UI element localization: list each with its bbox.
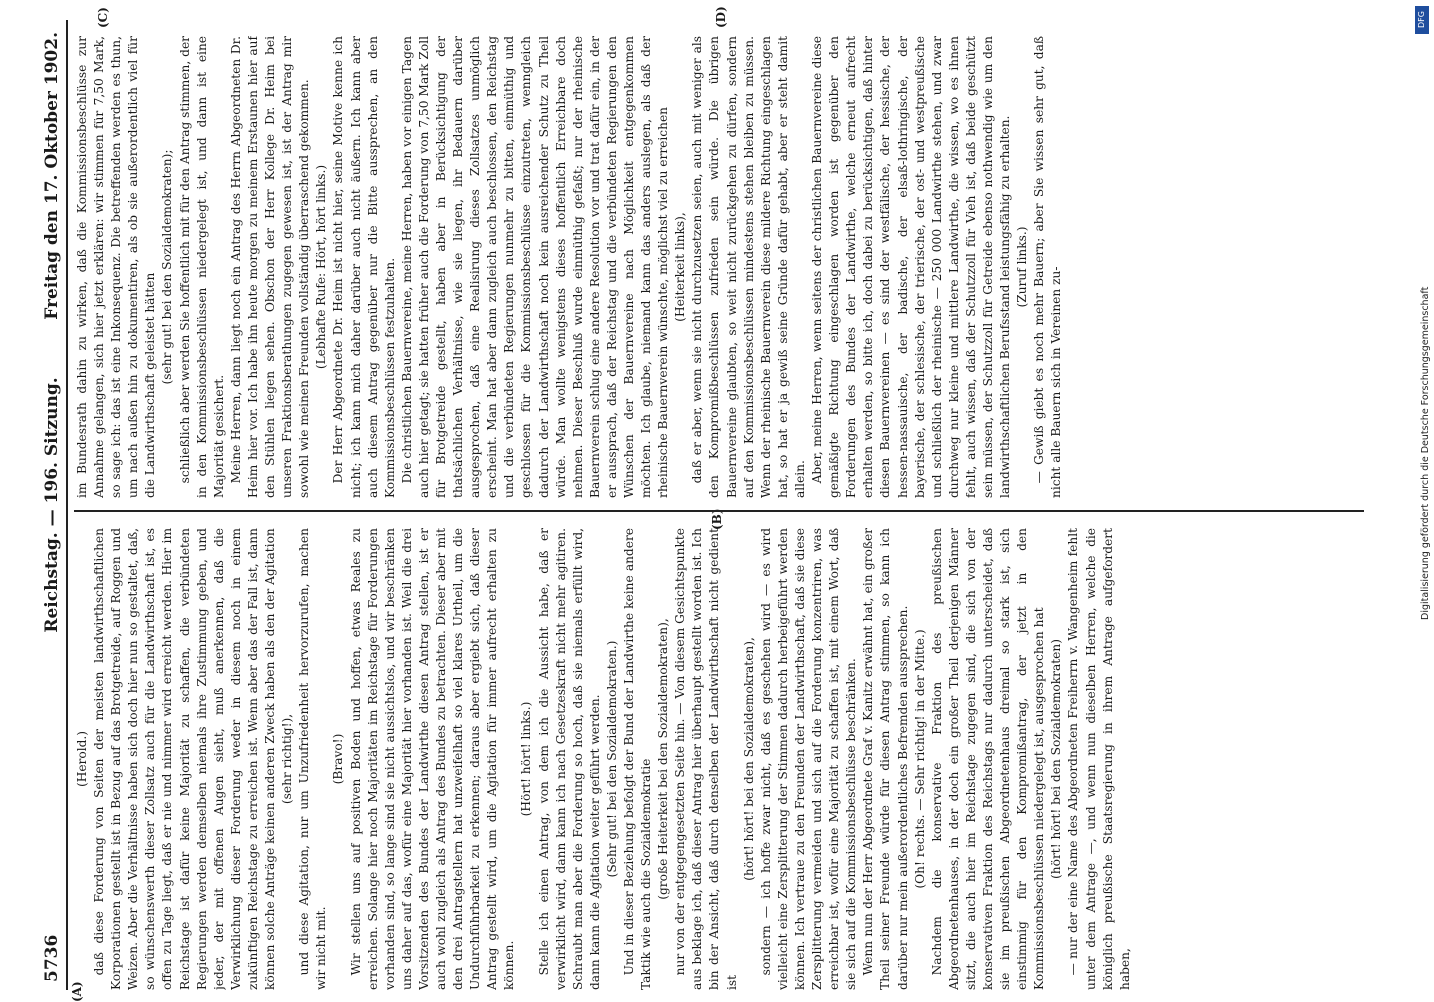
session-date: Freitag den 17. Oktober 1902. (42, 32, 62, 320)
left-column (74, 528, 1364, 990)
paragraph: (Zuruf links.) (1015, 226, 1030, 308)
paragraph: (Herold.) (75, 730, 89, 788)
paragraph: Wir stellen uns auf positiven Boden und hoffen, etwas Reales zu erreichen. Solange hier noch Majoritäten im Reichstage für Forderungen vorhanden sind, so lange sind sie nicht aussichtslos, und wir beschränken uns daher auf das, wofür eine Majorität hier vorhanden ist. Weil die drei Vorsitzenden des Bundes der Landwirthe diesen Antrag stellen, ist er auch wohl zugleich als Antrag des Bundes zu betrachten. Dieser aber mit den drei Antragstellern hat unzweifelhaft so viel klares Urtheil, um die Undurchführbarkeit zu erkennen; daraus aber ergiebt sich, daß dieser Antrag gestellt wird, um die Agitation für immer aufrecht erhalten zu können. (348, 528, 517, 990)
margin-marker-b: (B) (710, 508, 724, 530)
session-title: Reichstag. — 196. Sitzung. (42, 377, 62, 633)
paragraph: sondern — ich hoffe zwar nicht, daß es geschehen wird — es wird vielleicht eine Zersplitterung der Stimmen dadurch herbeigeführt werden können. Ich vertraue zu den Freunden der Landwirthschaft, daß sie diese Zersplitterung vermeiden und sich auf die Forderung konzentriren, was erreichbar ist, wofür eine Majorität zu schaffen ist, mit einem Wort, daß sie sich auf die Kommissionsbeschlüsse beschränken. (758, 528, 859, 990)
paragraph: Wenn nun der Herr Abgeordnete Graf v. Kanitz erwähnt hat, ein großer Theil seiner Freunde würde für diesen Antrag stimmen, so kann ich darüber nur mein außerordentliches Befremden aussprechen. (861, 528, 910, 990)
paragraph: nur von der entgegengesetzten Seite hin. — Von diesem Gesichtspunkte aus beklage ich, daß dieser Antrag hier überhaupt gestellt worden ist. Ich bin der Ansicht, daß durch denselben der Landwirthschaft nicht gedient ist (673, 528, 739, 990)
paragraph: — nur der eine Name des Abgeordneten Freiherrn v. Wangenheim fehlt unter dem Antrage —, und wenn nun dieselben Herren, welche die königlich preußische Staatsregierung in ihrem Antrage aufgefordert haben, (1066, 528, 1132, 990)
paragraph: (hört! hört! bei den Sozialdemokraten) (1049, 639, 1064, 879)
digitization-note: Digitalisierung gefördert durch die Deutsche Forschungsgemeinschaft (1420, 286, 1431, 620)
paragraph: (Sehr gut! bei den Sozialdemokraten.) (604, 640, 619, 878)
paragraph: Nachdem die konservative Fraktion des preußischen Abgeordnetenhauses, in der doch ein großer Theil derjenigen Männer sitzt, die auch hier im Reichstage zugegen sind, die sich von der konservativen Fraktion des Reichstags nur dadurch unterscheidet, daß sie im preußischen Abgeordnetenhaus dreimal so stark ist, sich einstimmig für den Kompromißantrag, der jetzt in den Kommissionsbeschlüssen niedergelegt ist, ausgesprochen hat (929, 528, 1047, 990)
column-divider (74, 510, 1364, 512)
margin-marker-a: (A) (70, 981, 84, 1002)
paragraph: daß diese Forderung von Seiten der meisten landwirthschaftlichen Korporationen gestellt ist in Bezug auf das Brotgetreide, auf Roggen und Weizen. Aber die Verhältnisse haben sich doch hier nun so gestaltet, daß, so wünschenswerth dieser Zollsatz auch für die Landwirthschaft ist, es offen zu Tage liegt, daß er nie und nimmer wird erreicht werden. Hier im Reichstage ist dafür keine Majorität zu schaffen, die verbündeten Regierungen werden demselben niemals ihre Zustimmung geben, und jeder, der mit offenen Augen sieht, muß anerkennen, daß die Verwirklichung dieser Forderung weder in diesem noch in einem zukünftigen Reichstage zu erreichen ist. Wenn aber das der Fall ist, dann können solche Anträge keinen anderen Zweck haben als den der Agitation (92, 528, 278, 990)
paragraph: Aber, meine Herren, wenn seitens der christlichen Bauernvereine diese gemäßigte Richtung eingeschlagen worden ist gegenüber den Forderungen des Bundes der Landwirthe, welche erneut aufrecht erhalten werden, so bitte ich, doch dabei zu berücksichtigen, daß hinter diesen Bauernvereinen — es sind der westfälische, der hessische, der hessen-nassauische, der badische, der elsaß-lothringische, der bayerische, der schlesische, der trierische, der ost- und westpreußische und schließlich der rheinische — 250 000 Landwirthe stehen, und zwar durchweg nur kleine und mittlere Landwirthe, die wissen, wo es ihnen fehlt, auch wissen, daß der Schutzzoll für Vieh ist, daß beide geschützt sein müssen, der Schutzzoll für Getreide ebenso nothwendig wie um den landwirthschaftlichen Berufsstand leistungsfähig zu erhalten. (810, 36, 1013, 498)
paragraph: und diese Agitation, nur um Unzufriedenheit hervorzurufen, machen wir nicht mit. (297, 528, 329, 990)
paragraph: Die christlichen Bauernvereine, meine Herren, haben vor einigen Tagen auch hier getagt; sie hatten früher auch die Forderung von 7,50 Mark Zoll für Brotgetreide gestellt, haben aber in Berücksichtigung der thatsächlichen Verhältnisse, wie sie liegen, ihr Bedauern darüber ausgesprochen, daß eine Realisirung dieses Zollsatzes unmöglich erscheint. Man hat aber dann zugleich auch beschlossen, den Reichstag und die verbündeten Regierungen nunmehr zu bitten, einmüthig und geschlossen für die Kommissionsbeschlüsse einzutreten, wenngleich dadurch der Landwirthschaft noch kein ausreichender Schutz zu Theil würde. Man wollte wenigstens dieses hoffentlich Erreichbare doch nehmen. Dieser Beschluß wurde einmüthig gefaßt; nur der rheinische Bauernverein schlug eine andere Resolution vor und trat dafür ein, in der er aussprach, daß der Reichstag und die verbündeten Regierungen den Wünschen der Bauernvereine nach Möglichkeit entgegenkommen möchten. Ich glaube, niemand kann das anders auslegen, als daß der rheinische Bauernverein wünschte, möglichst viel zu erreichen (399, 36, 671, 498)
paragraph: (Heiterkeit links), (673, 212, 688, 322)
paragraph: daß er aber, wenn sie nicht durchzusetzen seien, auch mit weniger als den Kompromißbeschlüssen zufrieden sein würde. Die übrigen Bauernvereine glaubten, so weit nicht zurückgehen zu dürfen, sondern auf den Kommissionsbeschlüssen mindestens stehen bleiben zu müssen. Wenn der rheinische Bauernverein diese mildere Richtung eingeschlagen hat, so hat er ja gewiß seine Gründe dafür gehabt, aber er steht damit allein. (690, 36, 807, 498)
paragraph: (sehr gut! bei den Sozialdemokraten); (160, 149, 175, 385)
page-number: 5736 (42, 934, 62, 982)
paragraph: — Gewiß giebt es noch mehr Bauern; aber Sie wissen sehr gut, daß nicht alle Bauern sich in Vereinen zu- (1032, 36, 1064, 498)
paragraph: (sehr richtig!), (280, 713, 295, 805)
right-column (74, 36, 1364, 498)
margin-marker-d: (D) (714, 6, 728, 28)
paragraph: Stelle ich einen Antrag, von dem ich die Aussicht habe, daß er verwirklicht wird, dann kann ich nach Gesetzeskraft nicht mehr agitiren. Schraubt man aber die Forderung so hoch, daß sie niemals erfüllt wird, dann kann die Agitation weiter geführt werden. (536, 528, 602, 990)
page-header (40, 20, 68, 990)
dfg-logo: DFG (1415, 6, 1429, 34)
margin-marker-c: (C) (96, 7, 110, 28)
paragraph: Der Herr Abgeordnete Dr. Heim ist nicht hier, seine Motive kenne ich nicht; ich kann mich daher darüber auch nicht äußern. Ich kann aber auch diesem Antrag gegenüber nur die Bitte aussprechen, an den Kommissionsbeschlüssen festzuhalten. (331, 36, 397, 498)
paragraph: Und in dieser Beziehung befolgt der Bund der Landwirthe keine andere Taktik wie auch die Sozialdemokratie (622, 528, 654, 990)
paragraph: (große Heiterkeit bei den Sozialdemokraten), (656, 618, 671, 900)
paragraph: im Bundesrath dahin zu wirken, daß die Kommissionsbeschlüsse zur Annahme gelangen, sich hier jetzt erklären: wir stimmen für 7,50 Mark, so sage ich: das ist eine Inkonsequenz. Die betreffenden werden es thun, um nach außen hin zu dokumentiren, als ob sie außerordentlich viel für die Landwirthschaft geleistet hätten (75, 36, 158, 498)
paragraph: schließlich aber werden Sie hoffentlich mit für den Antrag stimmen, der in den Kommissionsbeschlüssen niedergelegt ist, und dann ist eine Majorität gesichert. (177, 36, 226, 498)
paragraph: (Oh! rechts. — Sehr richtig! in der Mitte.) (912, 629, 927, 889)
paragraph: Meine Herren, dann liegt noch ein Antrag des Herrn Abgeordneten Dr. Heim hier vor. Ich habe ihn heute morgen zu meinem Erstaunen hier auf den Stühlen liegen sehen. Obschon der Herr Kollege Dr. Heim bei unseren Fraktionsberathungen zugegen gewesen ist, ist der Antrag mir sowohl wie meinen Freunden vollständig überraschend gekommen. (228, 36, 312, 498)
digitization-sidebar (1406, 0, 1434, 1000)
paragraph: (hört! hört! bei den Sozialdemokraten), (741, 637, 756, 881)
paragraph: (Lebhafte Rufe: Hört, hört links.) (314, 164, 329, 370)
paragraph: (Bravo!) (331, 733, 346, 785)
paragraph: (Hört! hört! links.) (519, 701, 534, 817)
